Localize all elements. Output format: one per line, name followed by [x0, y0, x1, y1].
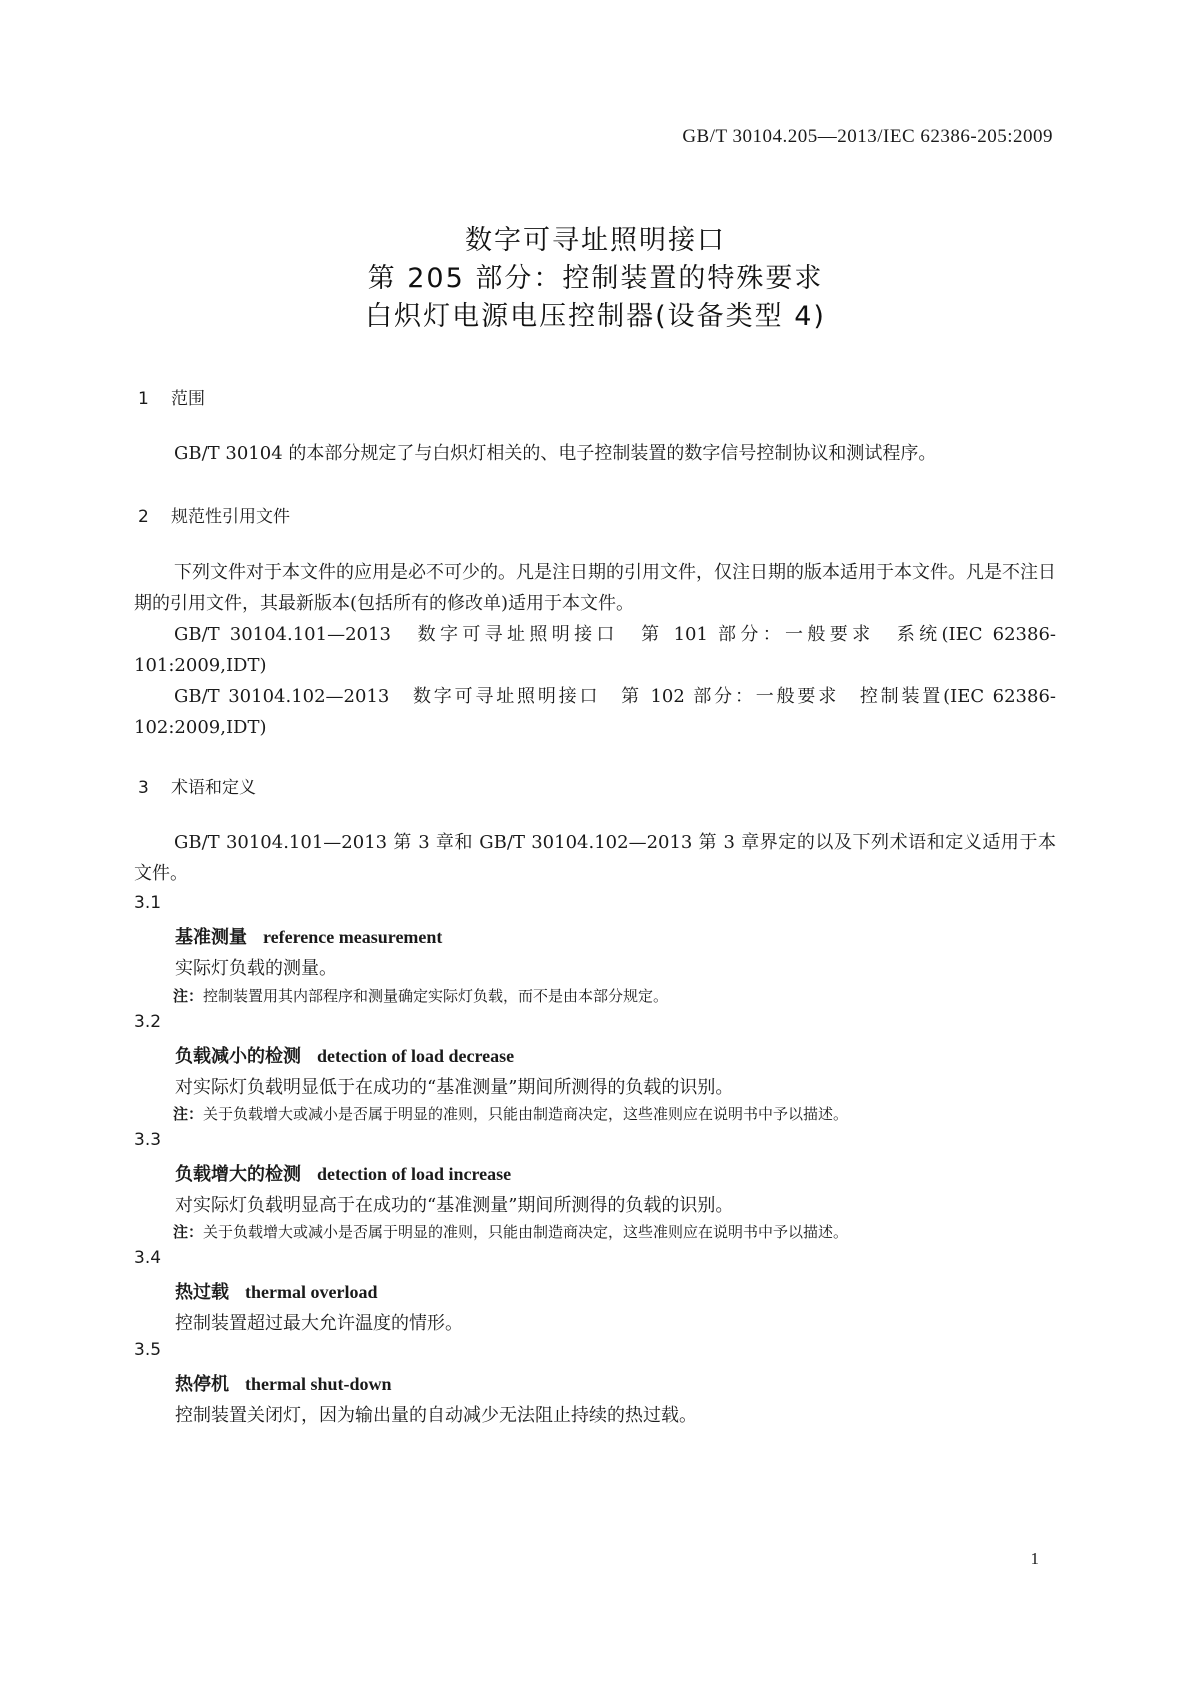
term-definition: 对实际灯负载明显高于在成功的“基准测量”期间所测得的负载的识别。	[175, 1195, 734, 1216]
section-title: 范围	[171, 389, 205, 409]
term-definition: 控制装置关闭灯，因为输出量的自动减少无法阻止持续的热过载。	[175, 1405, 697, 1426]
standard-code: GB/T 30104.205—2013/IEC 62386-205:2009	[682, 126, 1053, 147]
note-label: 注：	[173, 987, 204, 1005]
term-heading	[175, 923, 442, 949]
term-zh: 负载增大的检测	[175, 1164, 301, 1185]
section-title: 规范性引用文件	[171, 507, 290, 527]
section-title: 术语和定义	[171, 778, 256, 798]
term-note	[173, 1221, 848, 1242]
term-heading	[175, 1370, 392, 1396]
term-note	[173, 985, 668, 1006]
scope-paragraph: GB/T 30104 的本部分规定了与白炽灯相关的、电子控制装置的数字信号控制协议和测试程序。	[174, 443, 937, 464]
section-heading-scope	[138, 384, 205, 409]
term-zh: 热过载	[175, 1282, 229, 1303]
terms-paragraph: GB/T 30104.101—2013 第 3 章和 GB/T 30104.102—2013 第 3 章界定的以及下列术语和定义适用于本文件。	[134, 832, 1056, 884]
term-en: detection of load increase	[317, 1164, 512, 1184]
note-text: 关于负载增大或减小是否属于明显的准则，只能由制造商决定，这些准则应在说明书中予以描述。	[203, 1223, 849, 1241]
term-zh: 热停机	[175, 1374, 229, 1395]
section-heading-normative-references	[138, 502, 290, 527]
term-definition: 实际灯负载的测量。	[175, 958, 337, 979]
term-heading	[175, 1278, 377, 1304]
term-en: reference measurement	[263, 927, 443, 947]
note-text: 关于负载增大或减小是否属于明显的准则，只能由制造商决定，这些准则应在说明书中予以描述。	[203, 1105, 849, 1123]
title-line-2: 第 205 部分：控制装置的特殊要求	[367, 263, 824, 294]
term-definition: 对实际灯负载明显低于在成功的“基准测量”期间所测得的负载的识别。	[175, 1077, 734, 1098]
title-line-3: 白炽灯电源电压控制器(设备类型 4)	[365, 301, 826, 332]
reference-item: GB/T 30104.102—2013 数字可寻址照明接口 第 102 部分：一般要求 控制装置(IEC 62386-102:2009,IDT)	[134, 686, 1056, 738]
document-title	[0, 222, 1191, 336]
title-line-1: 数字可寻址照明接口	[465, 225, 726, 256]
section-number: 1	[138, 389, 149, 409]
term-note	[173, 1103, 848, 1124]
reference-item: GB/T 30104.101—2013 数字可寻址照明接口 第 101 部分：一般要求 系统(IEC 62386-101:2009,IDT)	[134, 624, 1056, 676]
references-paragraph: 下列文件对于本文件的应用是必不可少的。凡是注日期的引用文件，仅注日期的版本适用于本文件。凡是不注日期的引用文件，其最新版本(包括所有的修改单)适用于本文件。	[134, 562, 1056, 614]
term-number: 3.4	[134, 1248, 162, 1268]
term-en: thermal overload	[245, 1282, 378, 1302]
term-en: thermal shut-down	[245, 1374, 392, 1394]
term-number: 3.1	[134, 893, 162, 913]
term-zh: 基准测量	[175, 927, 247, 948]
section-number: 2	[138, 507, 149, 527]
term-heading	[175, 1160, 511, 1186]
page-number: 1	[1030, 1549, 1039, 1568]
note-label: 注：	[173, 1105, 204, 1123]
term-number: 3.5	[134, 1340, 162, 1360]
term-zh: 负载减小的检测	[175, 1046, 301, 1067]
term-number: 3.2	[134, 1012, 162, 1032]
term-definition: 控制装置超过最大允许温度的情形。	[175, 1313, 463, 1334]
term-number: 3.3	[134, 1130, 162, 1150]
note-label: 注：	[173, 1223, 204, 1241]
section-number: 3	[138, 778, 149, 798]
section-heading-terms	[138, 773, 256, 798]
note-text: 控制装置用其内部程序和测量确定实际灯负载，而不是由本部分规定。	[203, 987, 669, 1005]
term-en: detection of load decrease	[317, 1046, 515, 1066]
term-heading	[175, 1042, 514, 1068]
